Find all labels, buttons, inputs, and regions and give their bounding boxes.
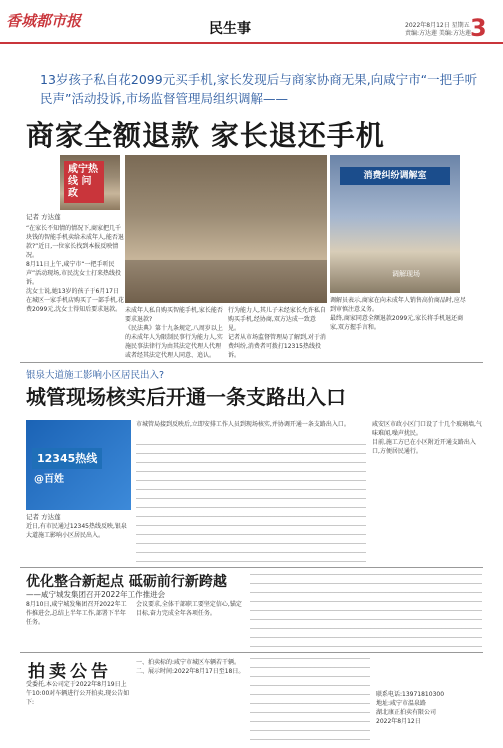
paragraph: 一、拍卖标的:咸宁市城区车辆若干辆。 <box>136 659 241 666</box>
story3-subtitle: ——咸宁城发集团召开2022年工作推进会 <box>26 590 166 599</box>
contact-row <box>376 690 486 699</box>
issue-meta <box>405 22 471 38</box>
paragraph: 二、展示时间:2022年8月17日至18日。 <box>136 668 245 675</box>
contact-phone: 13971810300 <box>402 691 445 698</box>
divider <box>20 362 483 363</box>
table-shadow <box>125 260 327 303</box>
story2-kicker: 银泉大道施工影响小区居民出入? <box>26 370 165 381</box>
inset-photo <box>60 155 120 210</box>
story2-headline: 城管现场核实后开通一条支路出入口 <box>26 385 346 409</box>
paragraph: 市城管局接到反映后,立即安排工作人员到现场核实,并协调开通一条支路出入口。 <box>136 421 350 428</box>
paragraph: 近日,有市民通过12345热线反映,银泉大道施工影响小区居民出入。 <box>26 523 127 539</box>
auction-title: 拍卖公告 <box>28 662 112 682</box>
paragraph: 受委托,本公司定于2022年8月19日上午10:00对车辆进行公开拍卖,现公告如下: <box>26 681 130 706</box>
hotline-graphic <box>26 420 131 510</box>
body-text-lines <box>136 444 366 562</box>
story3-column-2 <box>136 600 246 650</box>
page-number: 3 <box>470 14 487 42</box>
story2-column-1 <box>26 522 131 564</box>
auction-company: 湖北康正拍卖有限公司 <box>376 709 437 716</box>
photo-credit: 调解现场 <box>392 270 420 278</box>
story3-column-1 <box>26 600 131 650</box>
paragraph: 沈女士说,她13岁的孩子于6月17日在城区一家手机店购买了一部手机,花费2099元,沈女士得知后要求退款。 <box>26 288 124 313</box>
divider <box>20 567 483 568</box>
paragraph: 最终,商家同意全额退款2099元,家长将手机退还商家,双方握手言和。 <box>330 315 464 331</box>
lead-photo <box>125 155 327 303</box>
lead-column-1 <box>26 224 124 359</box>
paragraph: 目前,施工方已在小区附近开通支路出入口,方便居民通行。 <box>372 439 476 455</box>
lead-kicker: 13岁孩子私自花2099元买手机,家长发现后与商家协商无果,向咸宁市“一把手听民声”活动投诉,市场监督管理局组织调解—— <box>40 72 478 106</box>
lead-headline: 商家全额退款 家长退还手机 <box>26 119 385 152</box>
hotline-sub: @百姓 <box>34 474 64 485</box>
paragraph: 未成年人私自购买智能手机,家长能否要求退款? <box>125 307 223 323</box>
paragraph: 调解员表示,商家在向未成年人销售高价商品时,应尽到审慎注意义务。 <box>330 297 466 313</box>
body-text-lines <box>250 658 370 744</box>
auction-column-2 <box>136 658 246 744</box>
paragraph: 记者从市场监督管理局了解到,对于消费纠纷,消费者可拨打12315热线投诉。 <box>228 334 326 359</box>
auction-column-1 <box>26 680 131 744</box>
body-text-lines <box>250 574 482 650</box>
story3-headline: 优化整合新起点 砥砺前行新跨越 <box>26 574 227 590</box>
paragraph: 8月11日上午,咸宁市“一把手听民声”活动现场,市民沈女士打来热线投诉。 <box>26 261 122 286</box>
contact-address: 地址:咸宁市温泉路 <box>376 700 427 707</box>
auction-date: 2022年8月12日 <box>376 718 421 725</box>
lead-author: 记者 方达莲 <box>26 213 61 221</box>
lead-column-4 <box>330 296 470 359</box>
auction-contact <box>376 690 486 746</box>
story2-column-3 <box>372 420 482 564</box>
hotline-badge: 咸宁热线 问政 <box>64 161 104 203</box>
brand-logo: 香城都市报 <box>6 12 82 30</box>
story2-author: 记者 方达莲 <box>26 513 61 521</box>
contact-label: 联系电话: <box>376 691 403 698</box>
paragraph: 咸安区市政小区门口设了十几个玻璃墙,气味难闻,噪声扰民。 <box>372 421 482 437</box>
lead-column-3 <box>228 306 326 359</box>
paragraph: 《民法典》第十九条规定,八周岁以上的未成年人为限制民事行为能力人,实施民事法律行为由其法定代理人代理或者经其法定代理人同意、追认。 <box>125 325 223 359</box>
issue-date: 2022年8月12日 星期五 <box>405 22 470 29</box>
mediation-banner: 消费纠纷调解室 <box>340 167 450 185</box>
divider <box>20 652 483 653</box>
hotline-label: 12345热线 <box>32 448 102 469</box>
paragraph: 8月10日,咸宁城发集团召开2022年工作推进会,总结上半年工作,部署下半年任务。 <box>26 601 127 626</box>
masthead <box>0 0 503 44</box>
lead-column-2 <box>125 306 223 359</box>
issue-editor: 责编:方达莲 美编:方达莲 <box>405 30 471 37</box>
paragraph: “在家长不知情的情况下,商家把几千块钱的智能手机卖给未成年人,能否退款?”近日,一位家长找到本报反映情况。 <box>26 225 124 259</box>
paragraph: 会议要求,全体干部职工要坚定信心,锚定目标,奋力完成全年各项任务。 <box>136 601 242 617</box>
section-title: 民生事 <box>209 21 251 37</box>
mediation-photo <box>330 155 460 293</box>
paragraph: 行为能力人,其儿子未经家长允许私自购买手机,经协商,双方达成一致意见。 <box>228 307 326 332</box>
